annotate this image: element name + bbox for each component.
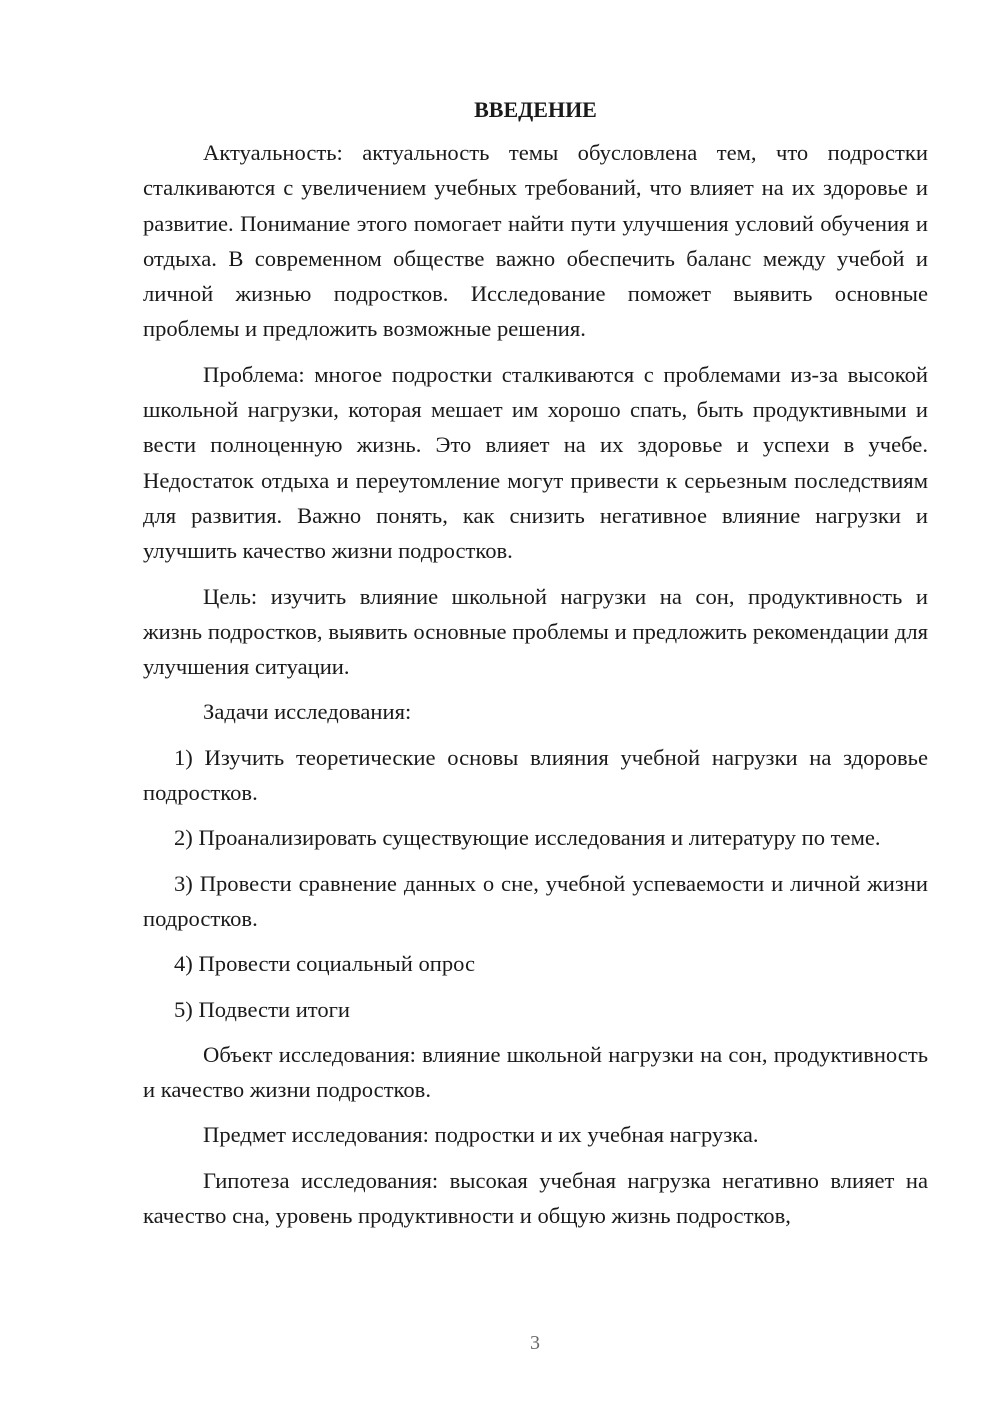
task-item-5: 5) Подвести итоги — [174, 996, 351, 1022]
task-item-2: 2) Проанализировать существующие исследования и литературу по теме. — [174, 825, 881, 851]
subject-paragraph: Предмет исследования: подростки и их учебная нагрузка. — [203, 1122, 759, 1148]
hypothesis-paragraph: Гипотеза исследования: высокая учебная нагрузка негативно влияет на качество сна, уровень продуктивности и общую жизнь подростков, — [143, 1167, 928, 1229]
goal-paragraph: Цель: изучить влияние школьной нагрузки на сон, продуктивность и жизнь подростков, выявить основные проблемы и предложить рекомендации для улучшения ситуации. — [143, 583, 928, 680]
task-item-4: 4) Провести социальный опрос — [174, 951, 476, 977]
section-heading: ВВЕДЕНИЕ — [474, 97, 597, 122]
tasks-title: Задачи исследования: — [203, 699, 412, 725]
relevance-paragraph: Актуальность: актуальность темы обусловлена тем, что подростки сталкиваются с увеличением учебных требований, что влияет на их здоровье и развитие. Понимание этого помогает найти пути улучшения условий обучения и отдыха. В современном обществе важно обеспечить баланс между учебой и личной жизнью подростков. Исследование поможет выявить основные проблемы и предложить возможные решения. — [143, 140, 928, 342]
problem-paragraph: Проблема: многое подростки сталкиваются с проблемами из-за высокой школьной нагрузки, которая мешает им хорошо спать, быть продуктивными и вести полноценную жизнь. Это влияет на их здоровье и успехи в учебе. Недостаток отдыха и переутомление могут привести к серьезным последствиям для развития. Важно понять, как снизить негативное влияние нагрузки и улучшить качество жизни подростков. — [143, 361, 928, 564]
task-item-3: 3) Провести сравнение данных о сне, учебной успеваемости и личной жизни подростков. — [143, 870, 928, 931]
page-number: 3 — [530, 1332, 540, 1354]
document-page — [143, 94, 928, 1243]
object-paragraph: Объект исследования: влияние школьной нагрузки на сон, продуктивность и качество жизни подростков. — [143, 1041, 928, 1103]
task-item-1: 1) Изучить теоретические основы влияния учебной нагрузки на здоровье подростков. — [143, 744, 928, 806]
